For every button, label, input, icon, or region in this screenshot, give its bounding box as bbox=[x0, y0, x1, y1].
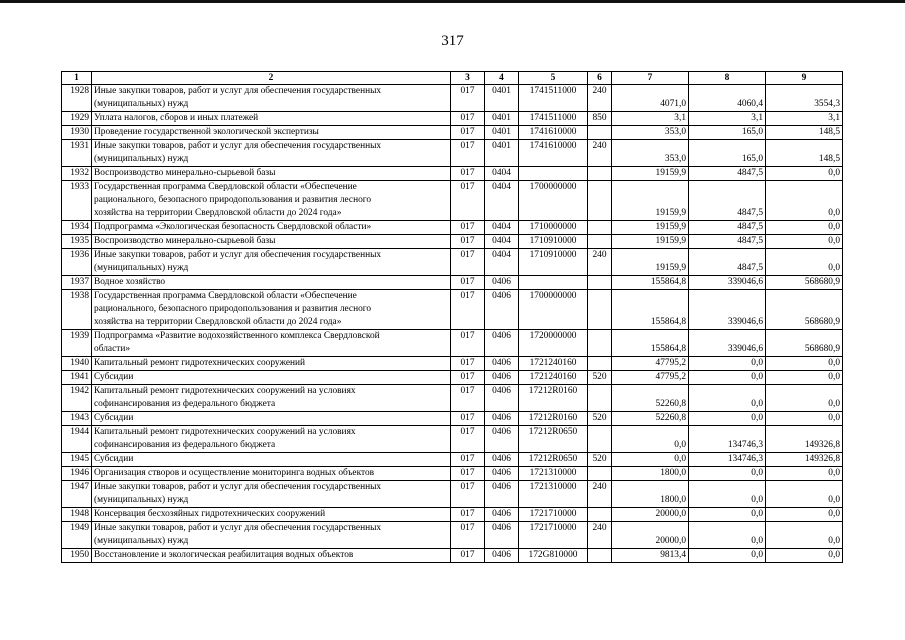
header-cell-8: 8 bbox=[689, 72, 766, 85]
column-7-value: 0,0 bbox=[612, 426, 689, 453]
row-name-line: (муниципальных) нужд bbox=[94, 154, 189, 164]
column-4-cell: 0404 bbox=[485, 181, 519, 221]
row-name-line: Капитальный ремонт гидротехнических сооружений на условиях bbox=[94, 427, 356, 437]
column-6-cell: 240 bbox=[588, 85, 612, 112]
column-9-value: 0,0 bbox=[766, 181, 843, 221]
row-name-line: Иные закупки товаров, работ и услуг для обеспечения государственных bbox=[94, 141, 382, 151]
column-7-value: 20000,0 bbox=[612, 508, 689, 522]
header-row bbox=[62, 72, 843, 85]
column-9-value: 149326,8 bbox=[766, 426, 843, 453]
column-5-cell: 1721240160 bbox=[519, 371, 588, 385]
column-6-cell bbox=[588, 167, 612, 181]
column-8-value: 4847,5 bbox=[689, 181, 766, 221]
row-number-cell: 1947 bbox=[62, 481, 92, 508]
row-name-cell bbox=[92, 453, 451, 467]
column-7-value: 52260,8 bbox=[612, 412, 689, 426]
row-name-cell bbox=[92, 412, 451, 426]
column-7-value: 19159,9 bbox=[612, 221, 689, 235]
column-5-cell: 1741610000 bbox=[519, 140, 588, 167]
column-6-cell bbox=[588, 357, 612, 371]
row-number-cell: 1946 bbox=[62, 467, 92, 481]
column-4-cell: 0406 bbox=[485, 522, 519, 549]
row-name-cell bbox=[92, 181, 451, 221]
column-4-cell: 0401 bbox=[485, 85, 519, 112]
column-9-value: 3,1 bbox=[766, 112, 843, 126]
column-9-value: 149326,8 bbox=[766, 453, 843, 467]
column-4-cell: 0406 bbox=[485, 290, 519, 330]
row-name-line: Иные закупки товаров, работ и услуг для обеспечения государственных bbox=[94, 250, 382, 260]
column-4-cell: 0404 bbox=[485, 249, 519, 276]
header-cell-9: 9 bbox=[766, 72, 843, 85]
header-cell-6: 6 bbox=[588, 72, 612, 85]
table-row bbox=[62, 467, 843, 481]
column-9-value: 0,0 bbox=[766, 249, 843, 276]
row-name-line: Консервация бесхозяйных гидротехнических сооружений bbox=[94, 509, 326, 519]
column-3-cell: 017 bbox=[451, 85, 485, 112]
column-3-cell: 017 bbox=[451, 330, 485, 357]
header-cell-1: 1 bbox=[62, 72, 92, 85]
column-7-value: 1800,0 bbox=[612, 481, 689, 508]
column-5-cell: 1721310000 bbox=[519, 481, 588, 508]
column-7-value: 1800,0 bbox=[612, 467, 689, 481]
row-name-cell bbox=[92, 357, 451, 371]
column-4-cell: 0406 bbox=[485, 371, 519, 385]
column-9-value: 3554,3 bbox=[766, 85, 843, 112]
row-number-cell: 1931 bbox=[62, 140, 92, 167]
column-9-value: 0,0 bbox=[766, 412, 843, 426]
column-6-cell: 240 bbox=[588, 522, 612, 549]
column-7-value: 47795,2 bbox=[612, 371, 689, 385]
column-9-value: 0,0 bbox=[766, 167, 843, 181]
column-7-value: 0,0 bbox=[612, 453, 689, 467]
row-name-cell bbox=[92, 290, 451, 330]
header-cell-3: 3 bbox=[451, 72, 485, 85]
column-8-value: 0,0 bbox=[689, 522, 766, 549]
row-number-cell: 1929 bbox=[62, 112, 92, 126]
column-5-cell bbox=[519, 276, 588, 290]
row-number-cell: 1934 bbox=[62, 221, 92, 235]
column-5-cell: 1721710000 bbox=[519, 508, 588, 522]
row-name-line: Государственная программа Свердловской области «Обеспечение bbox=[94, 291, 357, 301]
column-7-value: 19159,9 bbox=[612, 249, 689, 276]
header-cell-2: 2 bbox=[92, 72, 451, 85]
column-3-cell: 017 bbox=[451, 290, 485, 330]
row-name-cell bbox=[92, 371, 451, 385]
column-6-cell bbox=[588, 290, 612, 330]
row-name-line: Подпрограмма «Развитие водохозяйственного комплекса Свердловской bbox=[94, 331, 380, 341]
column-5-cell: 1721710000 bbox=[519, 522, 588, 549]
table-row bbox=[62, 221, 843, 235]
row-name-line: Подпрограмма «Экологическая безопасность Свердловской области» bbox=[94, 222, 372, 232]
column-5-cell: 1741511000 bbox=[519, 112, 588, 126]
column-5-cell: 1710000000 bbox=[519, 221, 588, 235]
column-4-cell: 0406 bbox=[485, 276, 519, 290]
row-name-line: Капитальный ремонт гидротехнических сооружений bbox=[94, 358, 306, 368]
column-4-cell: 0406 bbox=[485, 412, 519, 426]
row-name-cell bbox=[92, 330, 451, 357]
column-4-cell: 0406 bbox=[485, 453, 519, 467]
row-name-line: (муниципальных) нужд bbox=[94, 536, 189, 546]
column-5-cell: 1700000000 bbox=[519, 290, 588, 330]
column-6-cell bbox=[588, 221, 612, 235]
column-5-cell: 1710910000 bbox=[519, 235, 588, 249]
row-name-cell bbox=[92, 167, 451, 181]
row-name-line: Уплата налогов, сборов и иных платежей bbox=[94, 113, 259, 123]
column-8-value: 0,0 bbox=[689, 549, 766, 563]
column-3-cell: 017 bbox=[451, 221, 485, 235]
column-3-cell: 017 bbox=[451, 249, 485, 276]
table-row bbox=[62, 357, 843, 371]
table-row bbox=[62, 290, 843, 330]
row-name-line: Иные закупки товаров, работ и услуг для обеспечения государственных bbox=[94, 482, 382, 492]
row-number-cell: 1938 bbox=[62, 290, 92, 330]
column-3-cell: 017 bbox=[451, 276, 485, 290]
row-name-cell bbox=[92, 426, 451, 453]
row-name-cell bbox=[92, 276, 451, 290]
column-3-cell: 017 bbox=[451, 126, 485, 140]
row-number-cell: 1935 bbox=[62, 235, 92, 249]
row-name-line: области» bbox=[94, 344, 131, 354]
column-8-value: 0,0 bbox=[689, 412, 766, 426]
row-name-cell bbox=[92, 235, 451, 249]
column-4-cell: 0406 bbox=[485, 508, 519, 522]
column-9-value: 148,5 bbox=[766, 140, 843, 167]
column-8-value: 3,1 bbox=[689, 112, 766, 126]
row-name-line: Субсидии bbox=[94, 372, 134, 382]
column-7-value: 19159,9 bbox=[612, 167, 689, 181]
column-5-cell: 1720000000 bbox=[519, 330, 588, 357]
row-name-cell bbox=[92, 126, 451, 140]
row-number-cell: 1930 bbox=[62, 126, 92, 140]
column-7-value: 353,0 bbox=[612, 126, 689, 140]
table-row bbox=[62, 481, 843, 508]
column-9-value: 0,0 bbox=[766, 371, 843, 385]
row-name-line: Государственная программа Свердловской области «Обеспечение bbox=[94, 182, 357, 192]
column-3-cell: 017 bbox=[451, 112, 485, 126]
row-name-line: Субсидии bbox=[94, 413, 134, 423]
column-8-value: 4847,5 bbox=[689, 221, 766, 235]
row-name-cell bbox=[92, 221, 451, 235]
column-8-value: 165,0 bbox=[689, 126, 766, 140]
column-5-cell: 172G810000 bbox=[519, 549, 588, 563]
row-number-cell: 1942 bbox=[62, 385, 92, 412]
column-3-cell: 017 bbox=[451, 467, 485, 481]
row-name-line: рационального, безопасного природопользования и развития лесного bbox=[94, 304, 372, 314]
column-8-value: 165,0 bbox=[689, 140, 766, 167]
column-5-cell: 1721240160 bbox=[519, 357, 588, 371]
budget-table bbox=[61, 71, 843, 563]
table-row bbox=[62, 249, 843, 276]
row-name-cell bbox=[92, 85, 451, 112]
column-5-cell: 1700000000 bbox=[519, 181, 588, 221]
column-4-cell: 0406 bbox=[485, 481, 519, 508]
column-4-cell: 0406 bbox=[485, 385, 519, 412]
column-4-cell: 0404 bbox=[485, 167, 519, 181]
column-7-value: 4071,0 bbox=[612, 85, 689, 112]
row-number-cell: 1940 bbox=[62, 357, 92, 371]
column-4-cell: 0406 bbox=[485, 549, 519, 563]
column-8-value: 339046,6 bbox=[689, 330, 766, 357]
column-3-cell: 017 bbox=[451, 167, 485, 181]
column-4-cell: 0404 bbox=[485, 235, 519, 249]
column-6-cell bbox=[588, 549, 612, 563]
row-name-cell bbox=[92, 467, 451, 481]
column-8-value: 4847,5 bbox=[689, 235, 766, 249]
row-name-line: (муниципальных) нужд bbox=[94, 99, 189, 109]
column-6-cell: 520 bbox=[588, 453, 612, 467]
column-9-value: 568680,9 bbox=[766, 330, 843, 357]
column-9-value: 0,0 bbox=[766, 385, 843, 412]
column-6-cell bbox=[588, 126, 612, 140]
column-3-cell: 017 bbox=[451, 549, 485, 563]
column-4-cell: 0401 bbox=[485, 126, 519, 140]
column-3-cell: 017 bbox=[451, 385, 485, 412]
column-8-value: 0,0 bbox=[689, 508, 766, 522]
table-row bbox=[62, 276, 843, 290]
column-5-cell: 1741610000 bbox=[519, 126, 588, 140]
column-9-value: 148,5 bbox=[766, 126, 843, 140]
row-name-line: Воспроизводство минерально-сырьевой базы bbox=[94, 236, 276, 246]
table-row bbox=[62, 140, 843, 167]
row-name-line: Восстановление и экологическая реабилитация водных объектов bbox=[94, 550, 354, 560]
row-number-cell: 1936 bbox=[62, 249, 92, 276]
row-name-line: Субсидии bbox=[94, 454, 134, 464]
column-8-value: 134746,3 bbox=[689, 453, 766, 467]
column-3-cell: 017 bbox=[451, 357, 485, 371]
table-row bbox=[62, 453, 843, 467]
table-row bbox=[62, 330, 843, 357]
table-row bbox=[62, 371, 843, 385]
column-6-cell bbox=[588, 276, 612, 290]
column-6-cell bbox=[588, 385, 612, 412]
column-6-cell bbox=[588, 330, 612, 357]
row-number-cell: 1932 bbox=[62, 167, 92, 181]
column-6-cell: 240 bbox=[588, 140, 612, 167]
column-7-value: 19159,9 bbox=[612, 235, 689, 249]
row-name-line: Воспроизводство минерально-сырьевой базы bbox=[94, 168, 276, 178]
column-7-value: 155864,8 bbox=[612, 276, 689, 290]
column-4-cell: 0404 bbox=[485, 221, 519, 235]
column-7-value: 52260,8 bbox=[612, 385, 689, 412]
row-number-cell: 1939 bbox=[62, 330, 92, 357]
table-row bbox=[62, 112, 843, 126]
column-4-cell: 0406 bbox=[485, 426, 519, 453]
table-row bbox=[62, 385, 843, 412]
column-3-cell: 017 bbox=[451, 412, 485, 426]
row-number-cell: 1950 bbox=[62, 549, 92, 563]
column-7-value: 155864,8 bbox=[612, 330, 689, 357]
column-5-cell: 17212R0160 bbox=[519, 412, 588, 426]
row-name-cell bbox=[92, 549, 451, 563]
row-name-line: Капитальный ремонт гидротехнических сооружений на условиях bbox=[94, 386, 356, 396]
table-row bbox=[62, 181, 843, 221]
row-name-line: софинансирования из федерального бюджета bbox=[94, 399, 276, 409]
column-5-cell: 17212R0650 bbox=[519, 426, 588, 453]
column-4-cell: 0401 bbox=[485, 112, 519, 126]
column-9-value: 0,0 bbox=[766, 357, 843, 371]
column-6-cell bbox=[588, 508, 612, 522]
column-8-value: 0,0 bbox=[689, 371, 766, 385]
column-6-cell: 240 bbox=[588, 249, 612, 276]
table-row bbox=[62, 167, 843, 181]
column-5-cell: 1721310000 bbox=[519, 467, 588, 481]
row-number-cell: 1948 bbox=[62, 508, 92, 522]
table-row bbox=[62, 549, 843, 563]
column-9-value: 0,0 bbox=[766, 235, 843, 249]
row-name-line: Иные закупки товаров, работ и услуг для обеспечения государственных bbox=[94, 523, 382, 533]
row-name-line: Проведение государственной экологической экспертизы bbox=[94, 127, 319, 137]
table-body bbox=[62, 72, 843, 563]
header-cell-7: 7 bbox=[612, 72, 689, 85]
row-name-line: (муниципальных) нужд bbox=[94, 263, 189, 273]
column-9-value: 0,0 bbox=[766, 549, 843, 563]
table-row bbox=[62, 426, 843, 453]
column-9-value: 0,0 bbox=[766, 522, 843, 549]
column-9-value: 0,0 bbox=[766, 221, 843, 235]
column-7-value: 19159,9 bbox=[612, 181, 689, 221]
column-8-value: 0,0 bbox=[689, 385, 766, 412]
row-name-line: Иные закупки товаров, работ и услуг для обеспечения государственных bbox=[94, 86, 382, 96]
row-number-cell: 1937 bbox=[62, 276, 92, 290]
column-6-cell: 850 bbox=[588, 112, 612, 126]
column-6-cell: 240 bbox=[588, 481, 612, 508]
row-name-cell bbox=[92, 481, 451, 508]
column-6-cell: 520 bbox=[588, 371, 612, 385]
row-number-cell: 1928 bbox=[62, 85, 92, 112]
table-row bbox=[62, 522, 843, 549]
column-9-value: 0,0 bbox=[766, 508, 843, 522]
column-7-value: 20000,0 bbox=[612, 522, 689, 549]
row-name-line: хозяйства на территории Свердловской области до 2024 года» bbox=[94, 208, 342, 218]
table-row bbox=[62, 235, 843, 249]
row-name-cell bbox=[92, 140, 451, 167]
column-8-value: 4847,5 bbox=[689, 249, 766, 276]
table-row bbox=[62, 412, 843, 426]
header-cell-4: 4 bbox=[485, 72, 519, 85]
column-7-value: 9813,4 bbox=[612, 549, 689, 563]
column-7-value: 353,0 bbox=[612, 140, 689, 167]
row-name-cell bbox=[92, 385, 451, 412]
column-9-value: 0,0 bbox=[766, 467, 843, 481]
column-5-cell: 1710910000 bbox=[519, 249, 588, 276]
scan-top-border bbox=[0, 0, 905, 3]
column-5-cell: 1741511000 bbox=[519, 85, 588, 112]
row-number-cell: 1949 bbox=[62, 522, 92, 549]
column-3-cell: 017 bbox=[451, 140, 485, 167]
column-8-value: 134746,3 bbox=[689, 426, 766, 453]
column-9-value: 0,0 bbox=[766, 481, 843, 508]
column-6-cell: 520 bbox=[588, 412, 612, 426]
column-4-cell: 0406 bbox=[485, 330, 519, 357]
column-5-cell: 17212R0160 bbox=[519, 385, 588, 412]
column-3-cell: 017 bbox=[451, 235, 485, 249]
row-name-line: рационального, безопасного природопользования и развития лесного bbox=[94, 195, 372, 205]
row-name-line: хозяйства на территории Свердловской области до 2024 года» bbox=[94, 317, 342, 327]
row-number-cell: 1944 bbox=[62, 426, 92, 453]
column-8-value: 339046,6 bbox=[689, 276, 766, 290]
column-3-cell: 017 bbox=[451, 426, 485, 453]
row-name-line: Водное хозяйство bbox=[94, 277, 166, 287]
header-cell-5: 5 bbox=[519, 72, 588, 85]
column-3-cell: 017 bbox=[451, 453, 485, 467]
table-row bbox=[62, 85, 843, 112]
column-9-value: 568680,9 bbox=[766, 276, 843, 290]
column-3-cell: 017 bbox=[451, 371, 485, 385]
column-6-cell bbox=[588, 426, 612, 453]
column-8-value: 0,0 bbox=[689, 481, 766, 508]
column-5-cell: 17212R0650 bbox=[519, 453, 588, 467]
column-3-cell: 017 bbox=[451, 181, 485, 221]
column-4-cell: 0401 bbox=[485, 140, 519, 167]
column-3-cell: 017 bbox=[451, 522, 485, 549]
page-number: 317 bbox=[441, 33, 464, 49]
column-8-value: 0,0 bbox=[689, 357, 766, 371]
row-name-cell bbox=[92, 249, 451, 276]
column-4-cell: 0406 bbox=[485, 357, 519, 371]
column-6-cell bbox=[588, 467, 612, 481]
column-8-value: 0,0 bbox=[689, 467, 766, 481]
column-4-cell: 0406 bbox=[485, 467, 519, 481]
column-5-cell bbox=[519, 167, 588, 181]
column-3-cell: 017 bbox=[451, 481, 485, 508]
column-3-cell: 017 bbox=[451, 508, 485, 522]
row-name-line: Организация створов и осуществление мониторинга водных объектов bbox=[94, 468, 375, 478]
table-row bbox=[62, 508, 843, 522]
row-name-cell bbox=[92, 522, 451, 549]
row-name-cell bbox=[92, 508, 451, 522]
column-6-cell bbox=[588, 181, 612, 221]
column-9-value: 568680,9 bbox=[766, 290, 843, 330]
column-8-value: 339046,6 bbox=[689, 290, 766, 330]
column-8-value: 4847,5 bbox=[689, 167, 766, 181]
column-8-value: 4060,4 bbox=[689, 85, 766, 112]
row-name-line: софинансирования из федерального бюджета bbox=[94, 440, 276, 450]
row-name-cell bbox=[92, 112, 451, 126]
column-7-value: 155864,8 bbox=[612, 290, 689, 330]
column-7-value: 3,1 bbox=[612, 112, 689, 126]
column-6-cell bbox=[588, 235, 612, 249]
row-name-line: (муниципальных) нужд bbox=[94, 495, 189, 505]
row-number-cell: 1941 bbox=[62, 371, 92, 385]
row-number-cell: 1933 bbox=[62, 181, 92, 221]
row-number-cell: 1943 bbox=[62, 412, 92, 426]
row-number-cell: 1945 bbox=[62, 453, 92, 467]
table-row bbox=[62, 126, 843, 140]
column-7-value: 47795,2 bbox=[612, 357, 689, 371]
